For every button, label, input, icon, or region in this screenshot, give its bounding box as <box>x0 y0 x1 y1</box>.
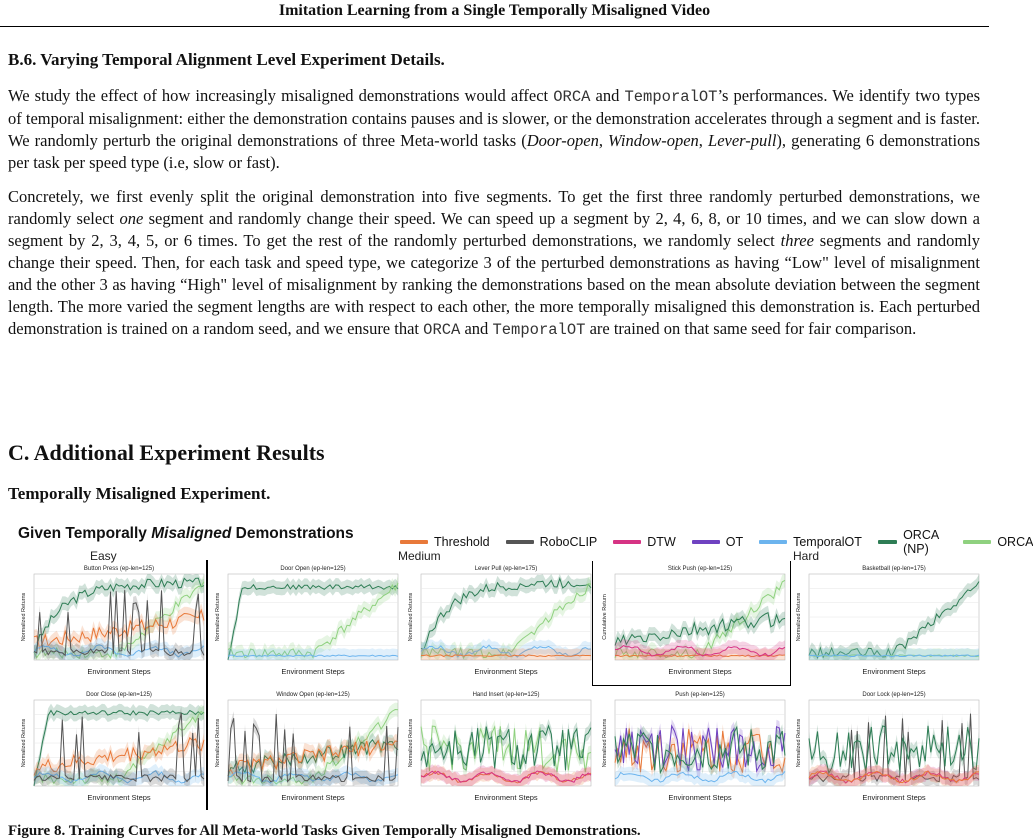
section-c-title: C. Additional Experiment Results <box>8 440 325 465</box>
panel-xlabel: Environment Steps <box>474 793 538 802</box>
p2-text-1: Concretely, we first evenly split the original demonstration into five segments. To get the first three randomly perturbed demonstrations, we randomly select <box>8 187 980 228</box>
legend-swatch <box>692 540 720 544</box>
training-curve-panel <box>212 562 404 680</box>
panel-xlabel: Environment Steps <box>87 667 151 676</box>
p1-text-2: and <box>590 86 625 105</box>
panel-title: Basketball (ep-len=175) <box>862 566 926 572</box>
training-curve-panel <box>212 688 404 806</box>
figure-title <box>18 525 354 543</box>
figure-caption: Figure 8. Training Curves for All Meta-world Tasks Given Temporally Misaligned Demonstrations. <box>8 823 641 839</box>
legend-swatch <box>759 540 787 544</box>
training-curve-panel <box>18 562 210 680</box>
legend-label: TemporalOT <box>793 535 862 549</box>
legend-swatch <box>613 540 641 544</box>
series-band <box>421 648 591 660</box>
training-curve-panel <box>405 688 597 806</box>
panel-xlabel: Environment Steps <box>862 667 926 676</box>
panel-xlabel: Environment Steps <box>862 793 926 802</box>
paragraph-1 <box>8 85 980 174</box>
panel-plot <box>212 562 404 680</box>
panel-xlabel: Environment Steps <box>281 667 345 676</box>
legend-item <box>506 535 598 549</box>
p1-task-door-open: Door-open <box>526 131 599 150</box>
panel-xlabel: Environment Steps <box>87 793 151 802</box>
legend-label: Threshold <box>434 535 490 549</box>
panel-plot <box>599 562 791 680</box>
p2-code-orca: ORCA <box>423 321 461 339</box>
panel-plot <box>18 562 210 680</box>
training-curve-panel <box>599 688 791 806</box>
panel-xlabel: Environment Steps <box>281 793 345 802</box>
legend-item <box>963 535 1033 549</box>
legend-label: ORCA <box>997 535 1033 549</box>
difficulty-hard: Hard <box>793 549 820 563</box>
p1-task-window-open: Window-open <box>608 131 699 150</box>
panel-plot <box>793 562 985 680</box>
difficulty-medium: Medium <box>398 549 441 563</box>
p1-text-3: ’s performances. We identify two types of temporal misalignment: either the demonstration contains pauses and is slower, or the demonstration accelerates through a segment and is faster. We randomly perturb the original demonstrations of three Meta-world tasks ( <box>8 86 980 150</box>
p1-code-orca: ORCA <box>553 88 591 106</box>
training-curve-panel <box>793 688 985 806</box>
legend-swatch <box>878 540 897 544</box>
panel-plot <box>793 688 985 806</box>
p2-text-2: segment and randomly change their speed. We can speed up a segment by 2, 4, 6, 8, or 10 times, and we can slow down a segment by 2, 3, 4, 5, or 6 times. To get the rest of the randomly perturbed demonstrations, we randomly select <box>8 209 980 250</box>
panel-title: Door Close (ep-len=125) <box>86 692 152 698</box>
legend-item <box>613 535 675 549</box>
legend-label: DTW <box>647 535 676 549</box>
panel-title: Door Lock (ep-len=125) <box>862 692 926 698</box>
p1-text-1: We study the effect of how increasingly misaligned demonstrations would affect <box>8 86 554 105</box>
panel-title: Stick Push (ep-len=125) <box>667 566 733 572</box>
p1-text-4: ), generating 6 demonstrations per task per speed type (i.e, slow or fast). <box>8 131 981 172</box>
p1-sep-2: , <box>698 131 709 150</box>
panel-ylabel: Normalized Returns <box>21 592 27 642</box>
training-curve-panel <box>18 688 210 806</box>
figure-title-post: Demonstrations <box>231 525 354 542</box>
legend-swatch <box>963 540 991 544</box>
series-band <box>809 648 979 660</box>
panel-title: Push (ep-len=125) <box>675 692 725 698</box>
panel-ylabel: Normalized Returns <box>215 592 221 642</box>
training-curve-panel <box>793 562 985 680</box>
panel-xlabel: Environment Steps <box>474 667 538 676</box>
panel-title: Hand Insert (ep-len=125) <box>472 692 540 698</box>
p2-text-4: and <box>460 319 493 338</box>
p2-em-three: three <box>780 231 814 250</box>
p1-task-lever-pull: Lever-pull <box>708 131 777 150</box>
p2-text-5: are trained on that same seed for fair comparison. <box>585 319 917 338</box>
panel-ylabel: Normalized Returns <box>602 718 608 768</box>
paragraph-2 <box>8 186 980 341</box>
panel-plot <box>599 688 791 806</box>
legend-item <box>692 535 743 549</box>
panel-plot <box>405 688 597 806</box>
panel-ylabel: Normalized Returns <box>408 592 414 642</box>
legend-item <box>878 528 947 556</box>
legend-swatch <box>506 540 534 544</box>
running-header <box>0 0 989 27</box>
figure-legend <box>400 528 1033 556</box>
legend-label: ORCA (NP) <box>903 528 939 556</box>
training-curve-panel <box>405 562 597 680</box>
figure-title-pre: Given Temporally <box>18 525 152 542</box>
running-header-title: Imitation Learning from a Single Temporally Misaligned Video <box>278 2 711 19</box>
panel-xlabel: Environment Steps <box>668 793 732 802</box>
p2-em-one: one <box>119 209 144 228</box>
series-band <box>228 648 398 660</box>
panel-title: Button Press (ep-len=125) <box>83 566 155 572</box>
panel-plot <box>405 562 597 680</box>
legend-label: RoboCLIP <box>539 535 598 549</box>
training-curve-panel <box>599 562 791 680</box>
panel-xlabel: Environment Steps <box>668 667 732 676</box>
panel-ylabel: Normalized Returns <box>796 592 802 642</box>
panel-plot <box>212 688 404 806</box>
panel-ylabel: Normalized Returns <box>408 718 414 768</box>
panel-ylabel: Normalized Returns <box>796 718 802 768</box>
section-c-subtitle: Temporally Misaligned Experiment. <box>8 484 271 503</box>
panel-ylabel: Normalized Returns <box>215 718 221 768</box>
p2-code-temporalot: TemporalOT <box>492 321 586 339</box>
legend-item <box>759 535 862 549</box>
p1-code-temporalot: TemporalOT <box>624 88 718 106</box>
section-b6-title: B.6. Varying Temporal Alignment Level Experiment Details. <box>8 50 445 69</box>
panel-ylabel: Cumulative Return <box>602 594 608 640</box>
p1-sep-1: , <box>598 131 609 150</box>
difficulty-easy: Easy <box>90 549 117 563</box>
legend-item <box>400 535 490 549</box>
legend-swatch <box>400 540 428 544</box>
panel-plot <box>18 688 210 806</box>
p2-text-3: segments and randomly change their speed. Then, for each task and speed type, we categorize 3 of the perturbed demonstrations as having “Low" level of misalignment and the other 3 as having “High" level of misalignment by ranking the demonstrations based on the mean absolute deviation between the segment length. The more varied the segment lengths are with respect to each other, the more temporally misaligned this demonstration is. Each perturbed demonstration is trained on a random seed, and we ensure that <box>8 231 981 338</box>
panel-title: Door Open (ep-len=125) <box>280 566 346 572</box>
panel-ylabel: Normalized Returns <box>21 718 27 768</box>
panel-title: Lever Pull (ep-len=175) <box>474 566 538 572</box>
figure-title-em: Misaligned <box>151 525 232 542</box>
legend-label: OT <box>725 535 744 549</box>
panel-title: Window Open (ep-len=125) <box>276 692 350 698</box>
